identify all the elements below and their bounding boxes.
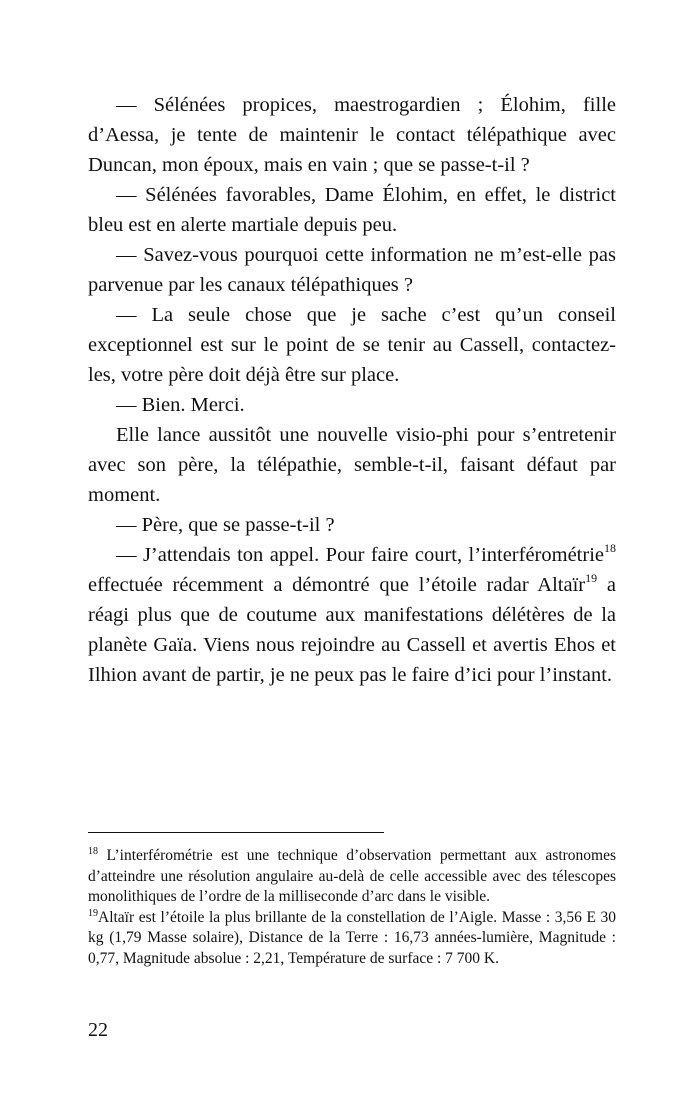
paragraph-part: a réagi plus que de coutume aux manifestations délétères de la planète Gaïa. Viens nous rejoindre au Cassell et avertis Ehos et Ilhion avant de partir, je ne peux pas le faire d’ici pour l’instant. <box>88 574 616 686</box>
paragraph: — Sélénées propices, maestrogardien ; Élohim, fille d’Aessa, je tente de maintenir le contact télépathique avec Duncan, mon époux, mais en vain ; que se passe-t-il ? <box>88 94 616 176</box>
paragraph-part: — J’attendais ton appel. Pour faire court, l’interférométrie <box>116 544 604 566</box>
paragraph: — La seule chose que je sache c’est qu’un conseil exceptionnel est sur le point de se tenir au Cassell, contactez-les, votre père doit déjà être sur place. <box>88 304 616 386</box>
paragraph: Elle lance aussitôt une nouvelle visio-phi pour s’entretenir avec son père, la télépathie, semble-t-il, faisant défaut par moment. <box>88 424 616 506</box>
footnotes <box>88 846 616 969</box>
page-number: 22 <box>88 1019 108 1041</box>
body-text <box>88 90 616 690</box>
footnote-number: 19 <box>88 907 98 919</box>
footnote-ref-19[interactable]: 19 <box>585 571 598 586</box>
paragraph-part: effectuée récemment a démontré que l’étoile radar Altaïr <box>88 574 586 596</box>
footnote-18 <box>88 846 616 908</box>
paragraph: — Père, que se passe-t-il ? <box>116 514 335 536</box>
footnote-ref-18[interactable]: 18 <box>604 541 616 556</box>
paragraph: — Sélénées favorables, Dame Élohim, en effet, le district bleu est en alerte martiale depuis peu. <box>88 184 616 236</box>
paragraph: — Savez-vous pourquoi cette information ne m’est-elle pas parvenue par les canaux télépathiques ? <box>88 244 616 296</box>
footnote-number: 18 <box>88 845 98 857</box>
paragraph: — Bien. Merci. <box>116 394 245 416</box>
footnote-text: Altaïr est l’étoile la plus brillante de la constellation de l’Aigle. Masse : 3,56 E 30 kg (1,79 Masse solaire), Distance de la Terre : 16,73 années-lumière, Magnitude : 0,77, Magnitude absolue : 2,21, Température de surface : 7 700 K. <box>88 908 616 967</box>
footnote-19 <box>88 908 616 970</box>
footnote-text: L’interférométrie est une technique d’observation permettant aux astronomes d’atteindre une résolution angulaire au-delà de celle accessible avec des télescopes monolithiques de l’ordre de la milliseconde d’arc dans le visible. <box>88 847 616 905</box>
footnote-separator <box>88 832 384 833</box>
paragraph <box>88 540 616 690</box>
